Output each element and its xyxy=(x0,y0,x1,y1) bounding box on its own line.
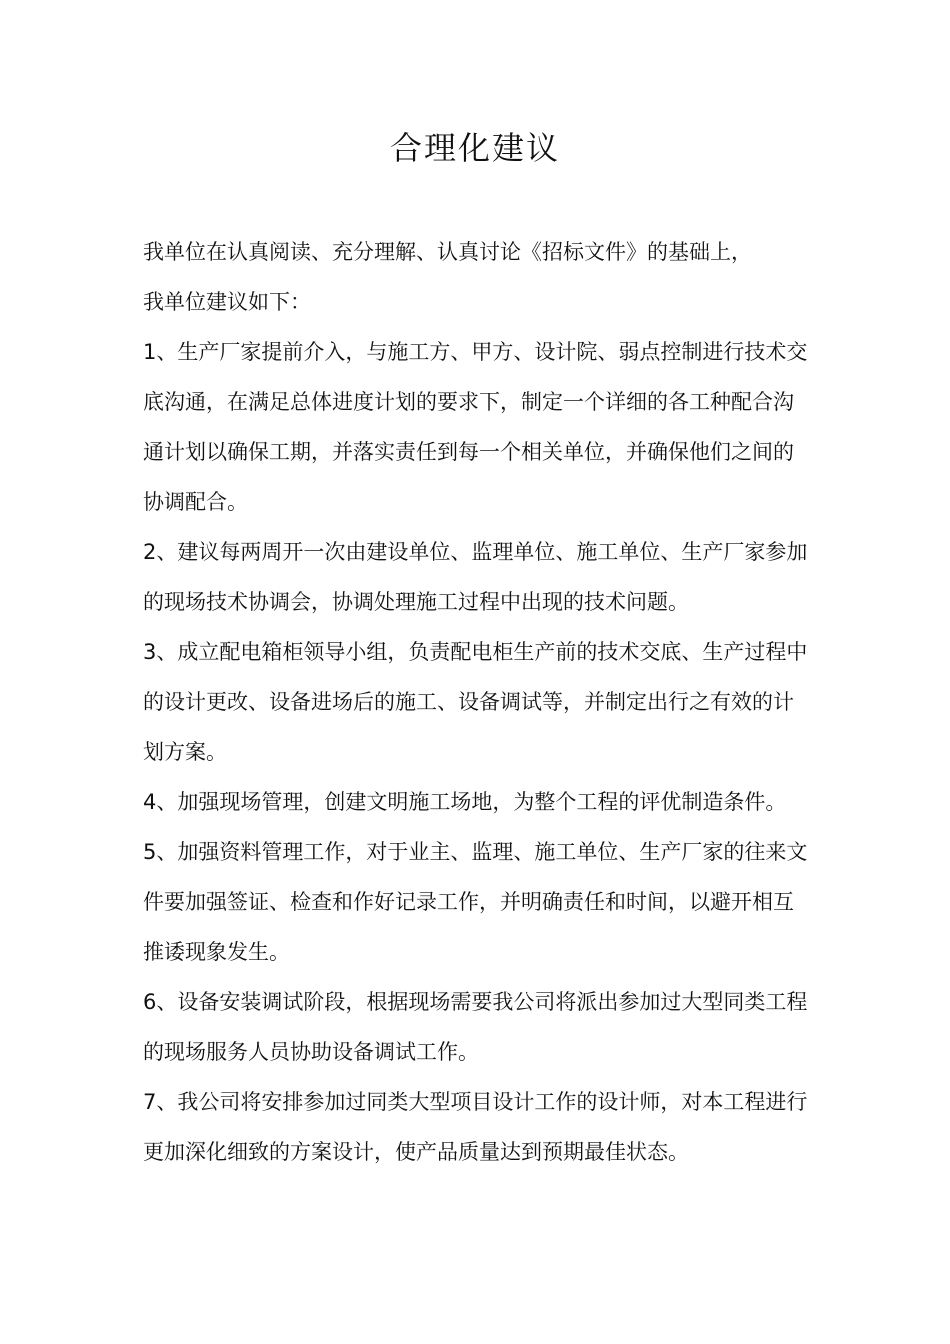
document-body xyxy=(143,227,811,1177)
suggestion-item: 4、加强现场管理，创建文明施工场地，为整个工程的评优制造条件。 xyxy=(143,790,787,814)
suggestion-item: 3、成立配电箱柜领导小组，负责配电柜生产前的技术交底、生产过程中的设计更改、设备进场后的施工、设备调试等，并制定出行之有效的计划方案。 xyxy=(143,640,808,764)
intro-line: 我单位在认真阅读、充分理解、认真讨论《招标文件》的基础上， xyxy=(143,240,752,264)
page-title: 合理化建议 xyxy=(389,129,560,167)
suggestion-item: 1、生产厂家提前介入，与施工方、甲方、设计院、弱点控制进行技术交底沟通，在满足总体进度计划的要求下，制定一个详细的各工种配合沟通计划以确保工期，并落实责任到每一个相关单位，并确保他们之间的协调配合。 xyxy=(143,340,808,514)
suggestion-item: 7、我公司将安排参加过同类大型项目设计工作的设计师，对本工程进行更加深化细致的方案设计，使产品质量达到预期最佳状态。 xyxy=(143,1090,808,1164)
intro-line: 我单位建议如下： xyxy=(143,290,311,314)
suggestion-item: 5、加强资料管理工作，对于业主、监理、施工单位、生产厂家的往来文件要加强签证、检查和作好记录工作，并明确责任和时间，以避开相互推诿现象发生。 xyxy=(143,840,808,964)
suggestion-item: 2、建议每两周开一次由建设单位、监理单位、施工单位、生产厂家参加的现场技术协调会，协调处理施工过程中出现的技术问题。 xyxy=(143,540,808,614)
suggestion-item: 6、设备安装调试阶段，根据现场需要我公司将派出参加过大型同类工程的现场服务人员协助设备调试工作。 xyxy=(143,990,808,1064)
